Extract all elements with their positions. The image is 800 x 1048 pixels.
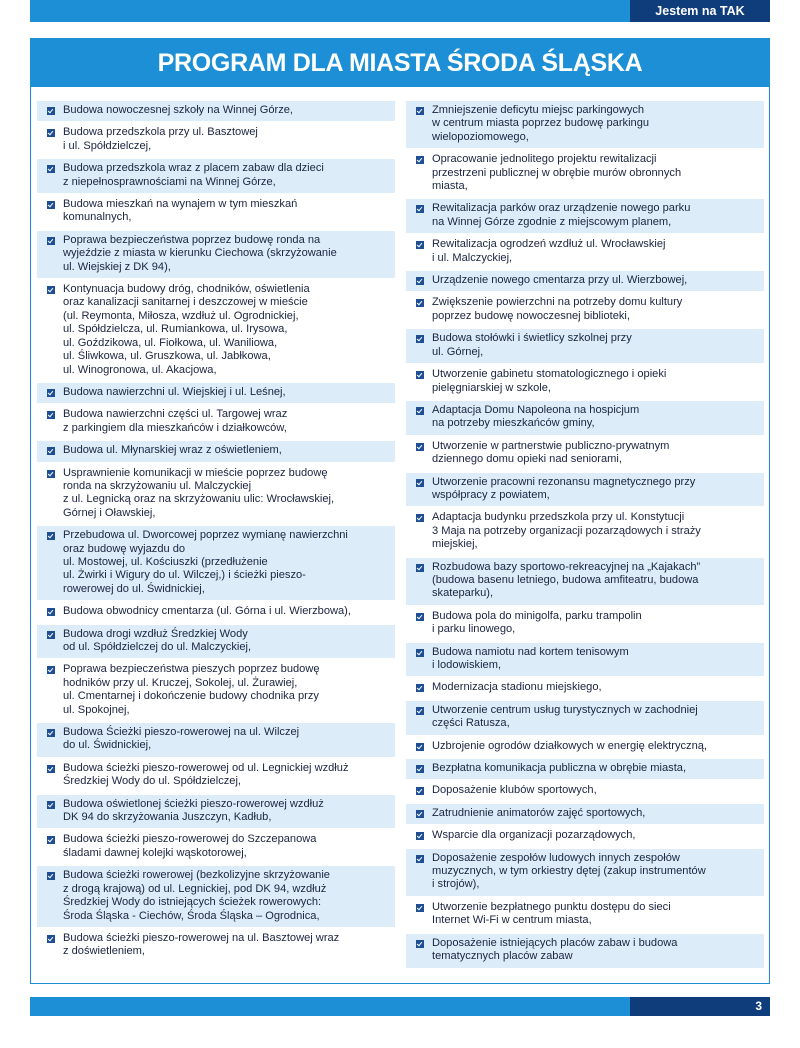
list-item-text: Poprawa bezpieczeństwa poprzez budowę ronda na wyjeździe z miasta w kierunku Ciechowa (skrzyżowanie ul. Wiejskiej z DK 94), — [63, 233, 337, 273]
list-item-text: Budowa przedszkola przy ul. Basztowej i ul. Spółdzielczej, — [63, 126, 258, 152]
checkbox-checked-icon — [47, 447, 55, 455]
footer-bar — [30, 997, 770, 1016]
list-item-text: Uzbrojenie ogrodów działkowych w energię elektryczną, — [432, 739, 708, 752]
list-item-text: Budowa nawierzchni części ul. Targowej wraz z parkingiem dla mieszkańców i działkowców, — [63, 408, 288, 434]
page-title: PROGRAM DLA MIASTA ŚRODA ŚLĄSKA — [157, 49, 643, 77]
list-item — [37, 660, 395, 721]
list-item-text: Budowa nowoczesnej szkoły na Winnej Górze, — [63, 104, 294, 116]
list-item — [37, 231, 395, 278]
list-item-text: Urządzenie nowego cmentarza przy ul. Wierzbowej, — [432, 274, 688, 287]
checkbox-checked-icon — [47, 801, 55, 809]
checkbox-checked-icon — [416, 299, 424, 307]
checkbox-checked-icon — [416, 107, 424, 115]
checkbox-checked-icon — [47, 836, 55, 844]
list-item-text: Budowa obwodnicy cmentarza (ul. Górna i ul. Wierzbowa), — [63, 605, 351, 618]
list-item — [37, 280, 395, 381]
list-item — [406, 365, 764, 399]
top-banner — [30, 0, 770, 22]
list-item-text: Rewitalizacja ogrodzeń wzdłuż ul. Wrocławskiej i ul. Malczyckiej, — [432, 238, 666, 264]
checkbox-checked-icon — [47, 532, 55, 540]
checkbox-checked-icon — [416, 649, 424, 657]
checkbox-checked-icon — [47, 470, 55, 478]
list-item — [406, 508, 764, 555]
checkbox-checked-icon — [47, 631, 55, 639]
title-band — [30, 38, 770, 86]
list-item — [37, 195, 395, 229]
list-item — [406, 759, 764, 779]
list-item — [406, 199, 764, 233]
list-item — [406, 898, 764, 932]
list-item — [406, 235, 764, 269]
list-item — [37, 441, 395, 461]
list-item-text: Budowa namiotu nad kortem tenisowym i lodowiskiem, — [432, 645, 629, 671]
checkbox-checked-icon — [416, 514, 424, 522]
list-item-text: Przebudowa ul. Dworcowej poprzez wymianę nawierzchni oraz budowę wyjazdu do ul. Mostowej, ul. Kościuszki (przedłużenie ul. Żwirki i Wigury do ul. Wilczej,) i ścieżki pieszo- rowerowej do ul. Świdnickiej, — [63, 529, 348, 595]
list-item — [37, 866, 395, 927]
checkbox-checked-icon — [47, 237, 55, 245]
checkbox-checked-icon — [416, 904, 424, 912]
checkbox-checked-icon — [47, 608, 55, 616]
list-item — [406, 150, 764, 197]
list-item — [406, 643, 764, 677]
list-item-text: Zatrudnienie animatorów zajęć sportowych, — [432, 806, 646, 819]
checkbox-checked-icon — [416, 277, 424, 285]
list-item-text: Utworzenie pracowni rezonansu magnetycznego przy współpracy z powiatem, — [432, 475, 696, 501]
checkbox-checked-icon — [416, 787, 424, 795]
checkbox-checked-icon — [47, 872, 55, 880]
checkbox-checked-icon — [47, 129, 55, 137]
list-item — [406, 293, 764, 327]
list-item-text: Rewitalizacja parków oraz urządzenie nowego parku na Winnej Górze zgodnie z miejscowym planem, — [432, 202, 691, 228]
list-item — [37, 159, 395, 193]
checkbox-checked-icon — [47, 935, 55, 943]
checkbox-checked-icon — [416, 613, 424, 621]
checkbox-checked-icon — [416, 371, 424, 379]
page-number: 3 — [630, 997, 770, 1016]
list-item — [37, 383, 395, 403]
checkbox-checked-icon — [47, 765, 55, 773]
list-item-text: Budowa oświetlonej ścieżki pieszo-rowerowej wzdłuż DK 94 do skrzyżowania Juszczyn, Kadłub, — [63, 797, 324, 824]
list-item-text: Utworzenie w partnerstwie publiczno-prywatnym dziennego domu opieki nad seniorami, — [432, 439, 670, 466]
checkbox-checked-icon — [416, 443, 424, 451]
list-item-text: Wsparcie dla organizacji pozarządowych, — [432, 829, 636, 842]
list-item — [406, 437, 764, 471]
list-item-text: Budowa ul. Młynarskiej wraz z oświetleniem, — [63, 444, 282, 457]
list-item-text: Modernizacja stadionu miejskiego, — [432, 681, 602, 694]
checkbox-checked-icon — [416, 940, 424, 948]
checkbox-checked-icon — [47, 165, 55, 173]
list-item-text: Opracowanie jednolitego projektu rewitalizacji przestrzeni publicznej w obrębie murów obronnych miasta, — [432, 153, 682, 193]
list-item-text: Doposażenie klubów sportowych, — [432, 784, 597, 797]
checkbox-checked-icon — [416, 707, 424, 715]
list-item — [406, 607, 764, 641]
list-item-text: Budowa przedszkola wraz z placem zabaw dla dzieci z niepełnosprawnościami na Winnej Górze, — [63, 162, 324, 188]
list-item-text: Poprawa bezpieczeństwa pieszych poprzez budowę hodników przy ul. Kruczej, Sokolej, ul. Żurawiej, ul. Cmentarnej i dokończenie budowy chodnika przy ul. Spokojnej, — [63, 663, 320, 716]
list-item — [406, 934, 764, 968]
checkbox-checked-icon — [416, 241, 424, 249]
list-item — [406, 101, 764, 148]
list-item-text: Adaptacja Domu Napoleona na hospicjum na potrzeby mieszkańców gminy, — [432, 403, 640, 430]
list-item — [406, 329, 764, 363]
list-item — [37, 830, 395, 864]
list-item-text: Rozbudowa bazy sportowo-rekreacyjnej na „Kajakach” (budowa basenu letniego, budowa amfiteatru, budowa skateparku), — [432, 560, 701, 600]
list-item — [406, 401, 764, 435]
checkbox-checked-icon — [47, 411, 55, 419]
list-item-text: Budowa mieszkań na wynajem w tym mieszkań komunalnych, — [63, 198, 298, 224]
list-item — [37, 526, 395, 600]
list-item-text: Budowa drogi wzdłuż Średzkiej Wody od ul. Spółdzielczej do ul. Malczyckiej, — [63, 627, 252, 653]
list-item — [37, 625, 395, 659]
list-item-text: Budowa nawierzchni ul. Wiejskiej i ul. Leśnej, — [63, 385, 286, 398]
checkbox-checked-icon — [47, 666, 55, 674]
list-item-text: Budowa ścieżki rowerowej (bezkolizyjne skrzyżowanie z drogą krajową) od ul. Legnickiej, pod DK 94, wzdłuż Średzkiej Wody do istniejących ścieżek rowerowych: Środa Śląska - Ciechów, Środa Śląska – Ogrodnica, — [63, 869, 330, 922]
list-item — [406, 678, 764, 698]
checkbox-checked-icon — [416, 810, 424, 818]
checkbox-checked-icon — [416, 564, 424, 572]
list-item — [37, 405, 395, 439]
list-item — [406, 701, 764, 735]
list-item — [406, 558, 764, 605]
list-item-text: Budowa ścieżki pieszo-rowerowej na ul. Basztowej wraz z doświetleniem, — [63, 931, 340, 958]
list-item-text: Adaptacja budynku przedszkola przy ul. Konstytucji 3 Maja na potrzeby organizacji pozarządowych i straży miejskiej, — [432, 511, 701, 551]
checkbox-checked-icon — [416, 479, 424, 487]
list-item-text: Doposażenie istniejących placów zabaw i budowa tematycznych placów zabaw — [432, 936, 678, 963]
list-item — [406, 804, 764, 824]
list-item — [37, 123, 395, 157]
checkbox-checked-icon — [416, 832, 424, 840]
list-item — [37, 795, 395, 829]
list-item-text: Zwiększenie powierzchni na potrzeby domu kultury poprzez budowę nowoczesnej biblioteki, — [432, 296, 683, 322]
checkbox-checked-icon — [47, 286, 55, 294]
list-item-text: Budowa Ścieżki pieszo-rowerowej na ul. Wilczej do ul. Świdnickiej, — [63, 726, 300, 752]
checkbox-checked-icon — [416, 743, 424, 751]
list-item — [406, 849, 764, 896]
list-item — [37, 929, 395, 963]
list-item — [37, 723, 395, 757]
list-item-text: Utworzenie centrum usług turystycznych w zachodniej części Ratusza, — [432, 703, 698, 730]
checkbox-checked-icon — [416, 855, 424, 863]
checkbox-checked-icon — [416, 407, 424, 415]
list-item-text: Kontynuacja budowy dróg, chodników, oświetlenia oraz kanalizacji sanitarnej i deszczowej w mieście (ul. Reymonta, Miłosza, wzdłuż ul. Ogrodnickiej, ul. Spółdzielcza, ul. Rumiankowa, ul. Irysowa, ul. Goździkowa, ul. Fiołkowa, ul. Waniliowa, ul. Śliwkowa, ul. Gruszkowa, ul. Jabłkowa, ul. Winogronowa, ul. Akacjowa, — [63, 283, 310, 376]
list-item — [406, 737, 764, 757]
checkbox-checked-icon — [47, 107, 55, 115]
list-item-text: Usprawnienie komunikacji w mieście poprzez budowę ronda na skrzyżowaniu ul. Malczyckiej z ul. Legnicką oraz na skrzyżowaniu ulic: Wrocławskiej, Górnej i Oławskiej, — [63, 466, 335, 519]
list-item — [406, 473, 764, 507]
checkbox-checked-icon — [47, 389, 55, 397]
list-item-text: Budowa pola do minigolfa, parku trampolin i parku linowego, — [432, 609, 642, 636]
list-item-text: Budowa ścieżki pieszo-rowerowej do Szczepanowa śladami dawnej kolejki wąskotorowej, — [63, 833, 317, 859]
right-column — [406, 101, 764, 970]
list-item — [37, 101, 395, 121]
checkbox-checked-icon — [416, 684, 424, 692]
slogan-tag: Jestem na TAK — [630, 0, 770, 22]
checkbox-checked-icon — [47, 729, 55, 737]
list-item — [37, 759, 395, 793]
list-item — [406, 826, 764, 846]
list-item — [37, 602, 395, 622]
list-item-text: Bezpłatna komunikacja publiczna w obrębie miasta, — [432, 762, 687, 775]
checkbox-checked-icon — [47, 201, 55, 209]
list-item-text: Zmniejszenie deficytu miejsc parkingowych w centrum miasta poprzez budowę parkingu wielopoziomowego, — [432, 104, 650, 143]
checkbox-checked-icon — [416, 765, 424, 773]
left-column — [37, 101, 395, 965]
list-item-text: Doposażenie zespołów ludowych innych zespołów muzycznych, w tym orkiestry dętej (zakup instrumentów i strojów), — [432, 851, 706, 891]
checkbox-checked-icon — [416, 156, 424, 164]
list-item-text: Budowa ścieżki pieszo-rowerowej od ul. Legnickiej wzdłuż Średzkiej Wody do ul. Spółdzielczej, — [63, 761, 349, 788]
list-item-text: Budowa stołówki i świetlicy szkolnej przy ul. Górnej, — [432, 332, 632, 358]
list-item — [406, 271, 764, 291]
list-item — [406, 781, 764, 801]
list-item-text: Utworzenie gabinetu stomatologicznego i opieki pielęgniarskiej w szkole, — [432, 368, 667, 394]
program-list-frame — [30, 86, 770, 984]
list-item — [37, 464, 395, 525]
checkbox-checked-icon — [416, 205, 424, 213]
checkbox-checked-icon — [416, 335, 424, 343]
list-item-text: Utworzenie bezpłatnego punktu dostępu do sieci Internet Wi-Fi w centrum miasta, — [432, 900, 671, 927]
